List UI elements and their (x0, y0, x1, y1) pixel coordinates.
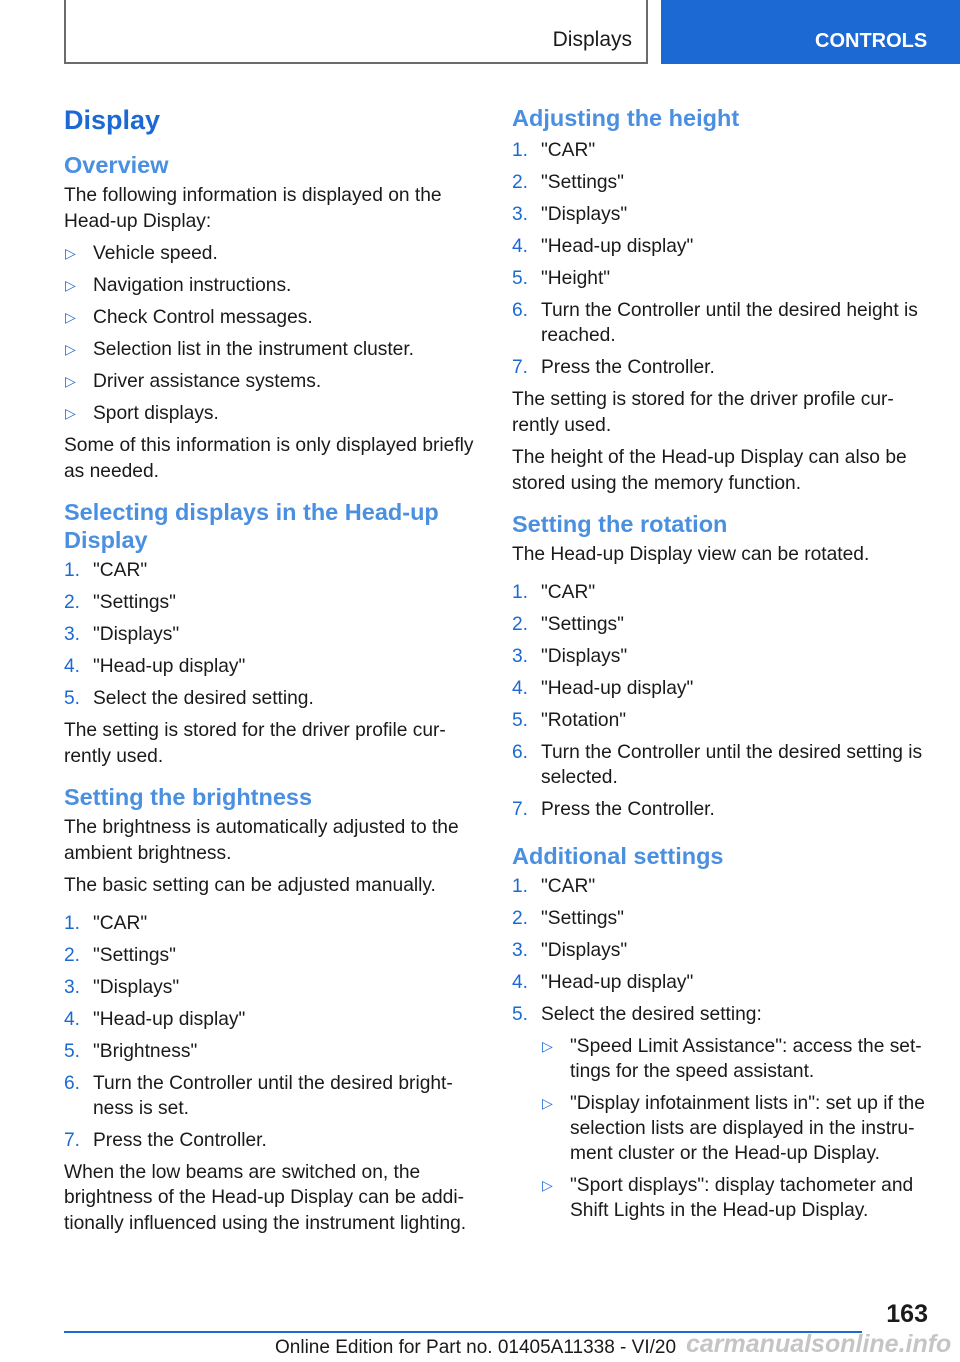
list-item (512, 138, 932, 163)
list-item (512, 797, 932, 822)
step-text: Turn the Controller until the desired height is reached. (541, 300, 918, 346)
brightness-note: When the low beams are switched on, the brightness of the Head-up Display can be addi-tionally influenced using the instrument lighting. (64, 1161, 467, 1234)
selecting-heading: Selecting displays in the Head-up Display (64, 499, 439, 553)
step-number: 1. (64, 912, 81, 934)
step-number: 3. (512, 645, 529, 667)
step-number: 2. (512, 172, 529, 193)
step-text: "Displays" (93, 976, 180, 998)
step-number: 6. (64, 1072, 81, 1094)
step-text: "Settings" (541, 907, 624, 929)
step-text: "Head-up display" (541, 677, 694, 699)
step-number: 5. (64, 1040, 81, 1062)
step-text: "Displays" (93, 624, 180, 645)
rotation-intro: The Head-up Display view can be rotated. (512, 544, 870, 565)
list-item (512, 740, 932, 790)
list-item: ▷ Selection list in the instrument cluster. (64, 337, 476, 362)
step-text: "Rotation" (541, 709, 627, 731)
list-item: ▷ Navigation instructions. (64, 273, 476, 298)
step-number: 4. (64, 1008, 81, 1030)
list-item (64, 1071, 476, 1121)
list-item (512, 234, 932, 259)
step-number: 3. (512, 204, 529, 225)
list-item (512, 580, 932, 605)
page-title: Display (64, 105, 161, 135)
step-text: "Displays" (541, 204, 628, 225)
step-text: "Displays" (541, 939, 628, 961)
step-number: 1. (512, 140, 529, 161)
step-number: 6. (512, 741, 529, 763)
step-number: 4. (512, 236, 529, 257)
list-item (512, 266, 932, 291)
additional-steps (512, 874, 932, 1223)
step-number: 7. (64, 1129, 81, 1151)
step-text: "Head-up display" (93, 656, 246, 677)
step-text: Press the Controller. (541, 798, 715, 820)
additional-sublist (541, 1034, 932, 1223)
step-number: 7. (512, 357, 529, 378)
additional-heading: Additional settings (512, 842, 724, 869)
step-text: Select the desired setting. (93, 688, 314, 709)
header-section-title: Displays (552, 28, 632, 51)
selecting-note: The setting is stored for the driver profile cur-rently used. (64, 720, 446, 767)
step-number: 2. (512, 613, 529, 635)
step-number: 5. (512, 268, 529, 289)
list-item (64, 686, 476, 711)
list-item (512, 906, 932, 931)
step-number: 3. (512, 939, 529, 961)
step-number: 4. (64, 656, 81, 677)
step-number: 2. (512, 907, 529, 929)
list-item (512, 708, 932, 733)
list-item (64, 622, 476, 647)
step-number: 5. (512, 1003, 529, 1025)
list-item (512, 676, 932, 701)
step-number: 2. (64, 592, 81, 613)
list-item (512, 355, 932, 380)
brightness-heading: Setting the brightness (64, 784, 313, 810)
list-item (64, 1039, 476, 1064)
step-text: Press the Controller. (541, 357, 715, 378)
list-item (512, 612, 932, 637)
step-text: "Settings" (93, 944, 176, 966)
list-item (64, 558, 476, 583)
step-number: 5. (512, 709, 529, 731)
header-frame (64, 0, 648, 64)
list-item: ▷ "Display infotainment lists in": set up if the selection lists are displayed in the instru-ment cluster or the Head-up Display. (541, 1091, 932, 1166)
step-text: "Settings" (541, 172, 624, 193)
list-item: ▷ "Sport displays": display tachometer and Shift Lights in the Head-up Display. (541, 1173, 932, 1223)
list-item (64, 654, 476, 679)
step-text: "Height" (541, 268, 611, 289)
step-text: "Head-up display" (93, 1008, 246, 1030)
step-text: "CAR" (541, 581, 596, 603)
list-item (64, 1128, 476, 1153)
list-item: ▷ Sport displays. (64, 401, 476, 426)
list-item (64, 911, 476, 936)
page-number: 163 (886, 1300, 928, 1328)
step-text: Turn the Controller until the desired bright-ness is set. (93, 1072, 453, 1119)
height-note-1: The setting is stored for the driver profile cur-rently used. (512, 389, 894, 436)
step-number: 4. (512, 971, 529, 993)
step-number: 1. (64, 560, 81, 581)
step-number: 4. (512, 677, 529, 699)
brightness-steps (64, 911, 476, 1153)
step-text: "Settings" (93, 592, 176, 613)
header-chapter-tab: CONTROLS (661, 0, 960, 64)
step-number: 1. (512, 581, 529, 603)
step-text: "Displays" (541, 645, 628, 667)
step-text: Turn the Controller until the desired setting is selected. (541, 741, 923, 788)
step-number: 1. (512, 875, 529, 897)
brightness-p2: The basic setting can be adjusted manually. (64, 875, 436, 896)
list-item (64, 943, 476, 968)
step-text: "Head-up display" (541, 236, 694, 257)
list-item: ▷ Driver assistance systems. (64, 369, 476, 394)
list-item: ▷ Check Control messages. (64, 305, 476, 330)
step-text: "CAR" (541, 875, 596, 897)
list-item (512, 970, 932, 995)
right-column (512, 100, 932, 1230)
step-text: "Settings" (541, 613, 624, 635)
list-item (64, 975, 476, 1000)
step-number: 5. (64, 688, 81, 709)
list-item: ▷ Vehicle speed. (64, 241, 476, 266)
list-item (64, 1007, 476, 1032)
list-item (512, 298, 932, 348)
step-text: "CAR" (541, 140, 596, 161)
height-steps (512, 138, 932, 380)
step-number: 6. (512, 300, 529, 321)
list-item: ▷ "Speed Limit Assistance": access the set-tings for the speed assistant. (541, 1034, 932, 1084)
step-number: 3. (64, 976, 81, 998)
list-item (64, 590, 476, 615)
watermark: carmanualsonline.info (686, 1330, 952, 1358)
selecting-steps (64, 558, 476, 711)
list-item (512, 874, 932, 899)
step-text: Select the desired setting: (541, 1003, 762, 1025)
step-text: "CAR" (93, 912, 148, 934)
step-text: "CAR" (93, 560, 148, 581)
overview-note: Some of this information is only displayed briefly as needed. (64, 435, 474, 482)
list-item (512, 202, 932, 227)
rotation-steps (512, 580, 932, 822)
list-item (512, 644, 932, 669)
list-item (512, 938, 932, 963)
rotation-heading: Setting the rotation (512, 511, 728, 537)
brightness-p1: The brightness is automatically adjusted to the ambient brightness. (64, 817, 459, 864)
list-item (512, 1002, 932, 1223)
step-number: 2. (64, 944, 81, 966)
left-column (64, 100, 476, 1243)
overview-intro: The following information is displayed on the Head-up Display: (64, 185, 442, 232)
list-item (512, 170, 932, 195)
overview-list (64, 241, 476, 426)
footer-edition: Online Edition for Part no. 01405A11338 - VI/20 (275, 1337, 677, 1358)
step-number: 3. (64, 624, 81, 645)
overview-heading: Overview (64, 152, 169, 178)
step-text: "Brightness" (93, 1040, 198, 1062)
height-note-2: The height of the Head-up Display can also be stored using the memory function. (512, 447, 907, 494)
step-text: "Head-up display" (541, 971, 694, 993)
height-heading: Adjusting the height (512, 105, 740, 131)
step-number: 7. (512, 798, 529, 820)
step-text: Press the Controller. (93, 1129, 267, 1151)
